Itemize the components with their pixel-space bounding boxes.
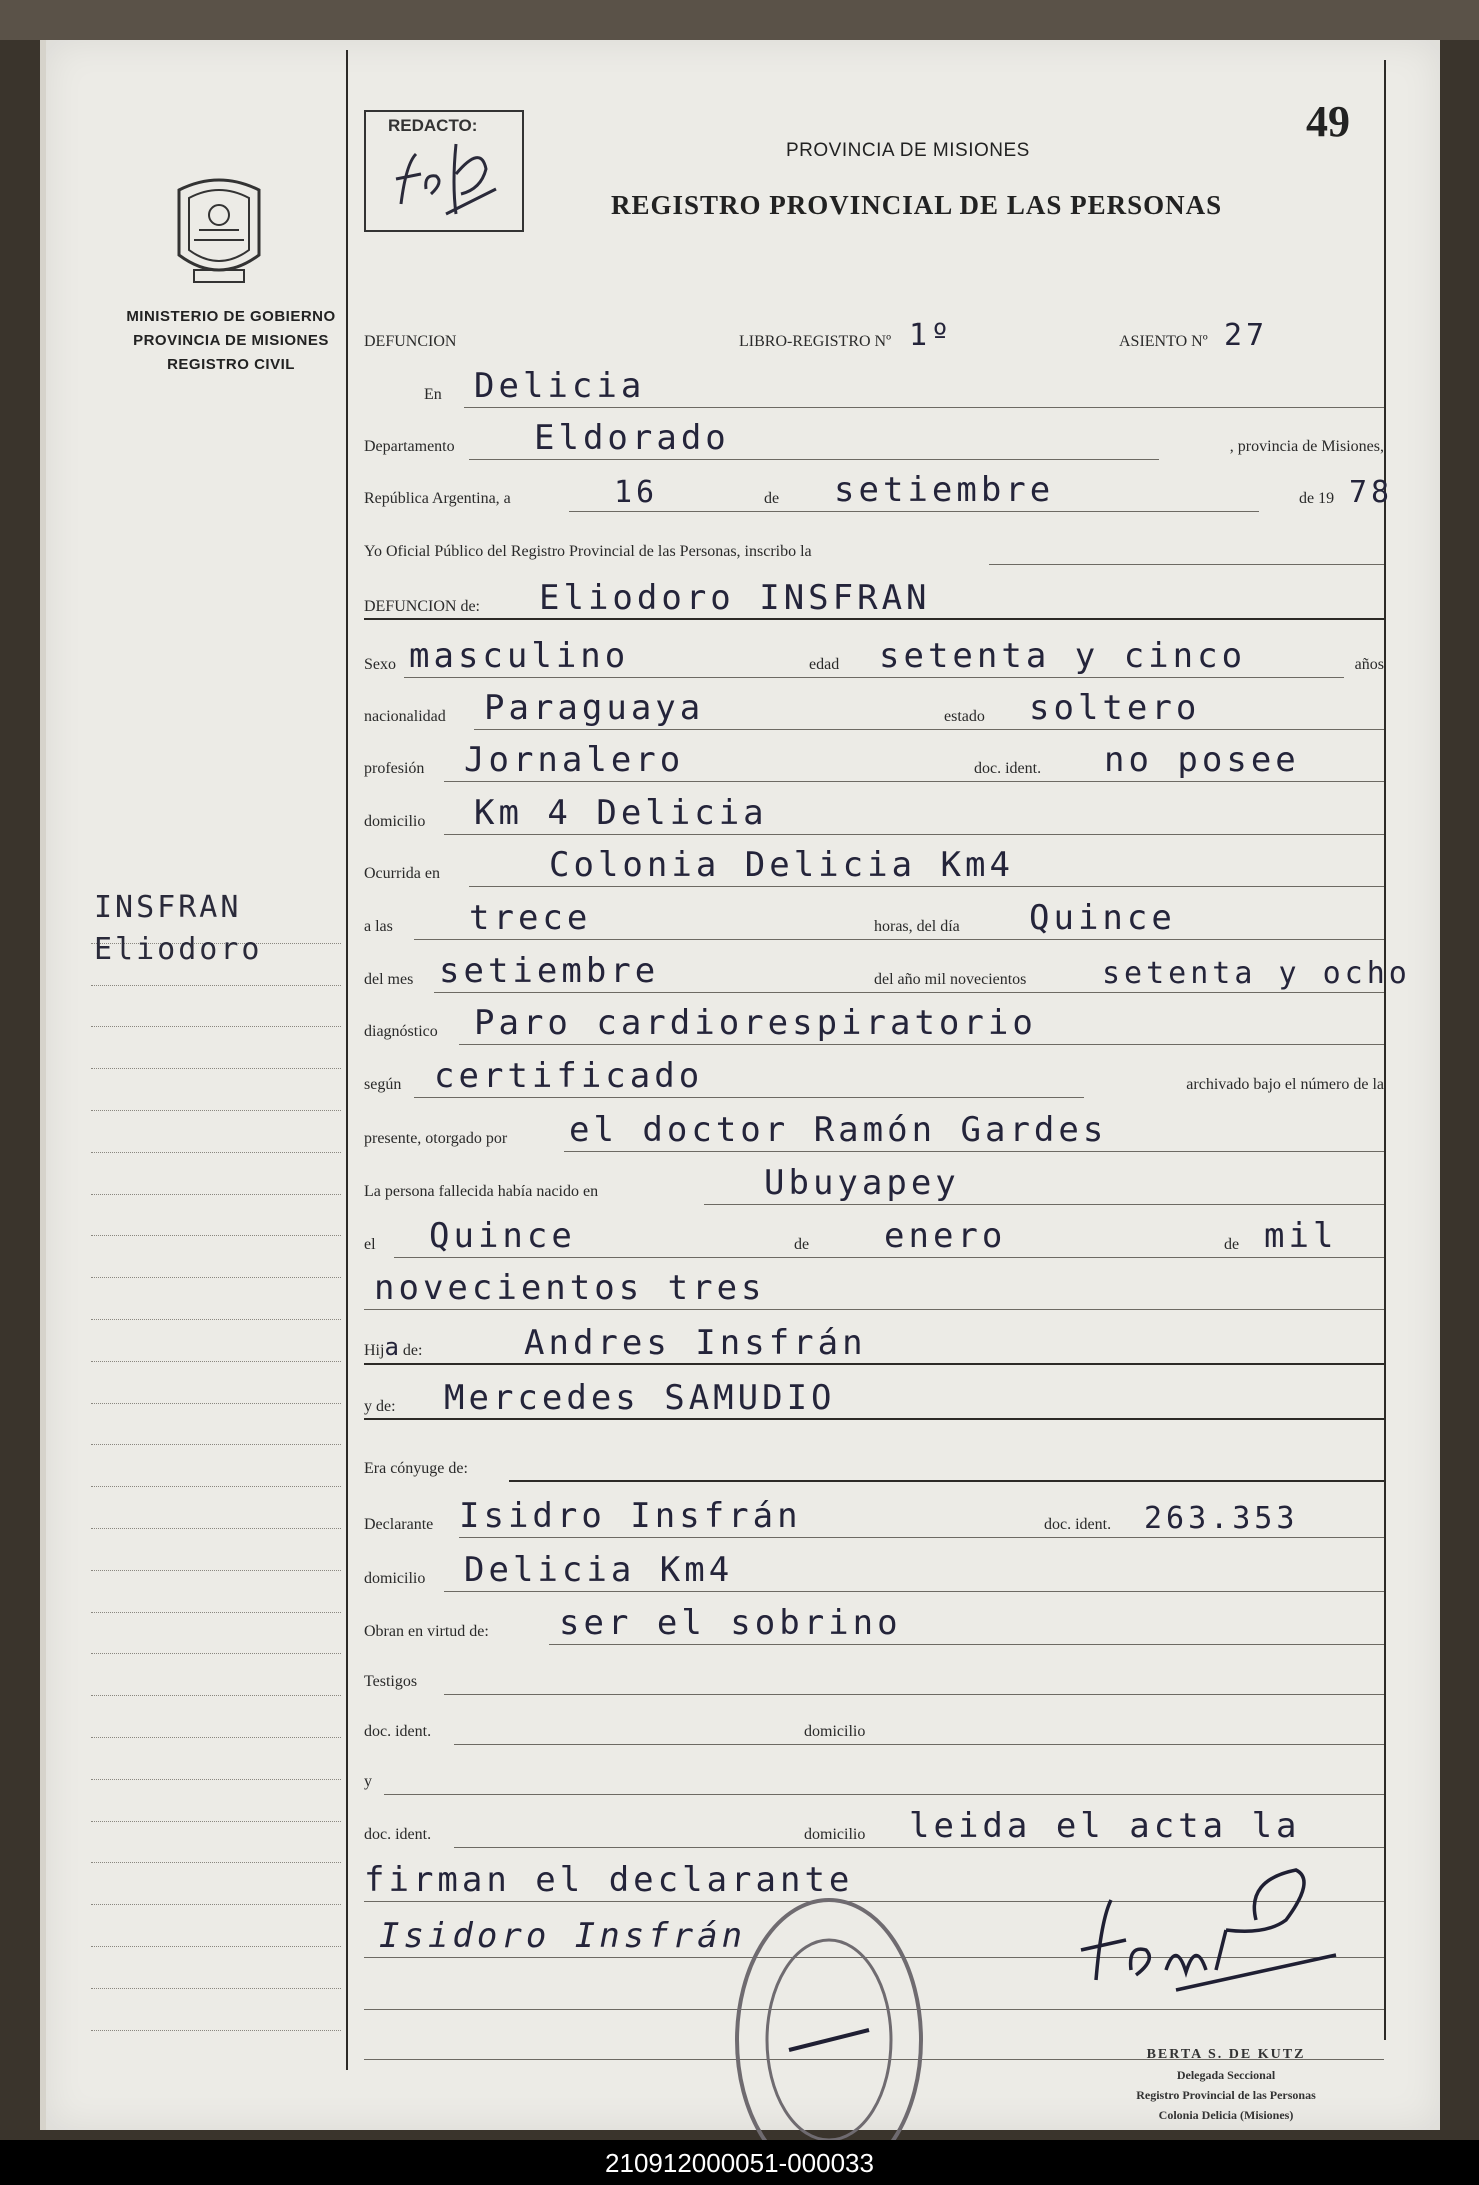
row-departamento (364, 410, 1384, 460)
en-label: En (424, 386, 442, 403)
register-page (40, 40, 1440, 2130)
row-nacionalidad (364, 680, 1384, 730)
row-nac-cont (364, 1260, 1384, 1310)
hija-label (364, 1333, 422, 1361)
row-nacido (364, 1155, 1384, 1205)
delanio-label: del año mil novecientos (874, 971, 1027, 988)
ministry-heading (86, 305, 376, 377)
delegate-registry: Registro Provincial de las Personas (1136, 2088, 1316, 2102)
book-cover-edge (0, 0, 1479, 40)
archivado-label: archivado bajo el número de la (1186, 1076, 1384, 1093)
decl-domicilio-value: Delicia Km4 (464, 1550, 734, 1590)
mes-value: setiembre (834, 470, 1055, 510)
row-libro (364, 305, 1384, 355)
provincia-suffix: , provincia de Misiones, (1229, 438, 1384, 455)
row-hija (364, 1315, 1384, 1365)
delegate-stamp (1066, 2045, 1386, 2125)
republica-label: República Argentina, a (364, 490, 511, 507)
declarant-signature: Isidoro Insfrán (379, 1916, 747, 1956)
page-number: 49 (1306, 97, 1350, 146)
de19-label: de 19 (1299, 490, 1335, 507)
domicilio-value: Km 4 Delicia (474, 793, 768, 833)
edad-label: edad (809, 656, 840, 673)
conyuge-label: Era cónyuge de: (364, 1460, 468, 1477)
margin-note-name: Eliodoro (94, 932, 263, 967)
left-rule (346, 50, 348, 2070)
row-t2-doc (364, 1798, 1384, 1848)
oficial-text: Yo Oficial Público del Registro Provincial de las Personas, inscribo la (364, 543, 812, 560)
nacido-label: La persona fallecida había nacido en (364, 1183, 599, 1200)
el-label: el (364, 1236, 376, 1253)
libro-value: 1º (909, 318, 954, 353)
ocurrida-label: Ocurrida en (364, 865, 440, 882)
departamento-value: Eldorado (534, 418, 730, 458)
hija-label-prefix: Hij (364, 1342, 385, 1359)
row-sexo (364, 628, 1384, 678)
profesion-label: profesión (364, 760, 425, 777)
declarante-label: Declarante (364, 1516, 434, 1533)
defuncion-de-label: DEFUNCION de: (364, 598, 480, 615)
de-label-3: de (1224, 1236, 1240, 1253)
nac-anio-value: mil (1264, 1216, 1338, 1256)
row-defuncion-de (364, 570, 1384, 620)
margin-column (46, 40, 346, 2130)
row-decl-domicilio (364, 1542, 1384, 1592)
ministry-line-3: REGISTRO CIVIL (167, 356, 295, 373)
row-oficial (364, 515, 1384, 565)
yde-value: Mercedes SAMUDIO (444, 1378, 836, 1418)
row-domicilio (364, 785, 1384, 835)
en-value: Delicia (474, 366, 646, 406)
departamento-label: Departamento (364, 438, 455, 455)
row-el (364, 1208, 1384, 1258)
presente-label: presente, otorgado por (364, 1130, 508, 1147)
redacto-signature-icon (386, 134, 506, 224)
leida-value: leida el acta la (909, 1806, 1301, 1846)
t2-dom-label: domicilio (804, 1826, 866, 1843)
form-title: DEFUNCION (364, 333, 457, 350)
row-en (364, 358, 1384, 408)
nacionalidad-label: nacionalidad (364, 708, 446, 725)
nac-anio-cont: novecientos tres (374, 1268, 766, 1308)
delmes-value: setiembre (439, 951, 660, 991)
testigos-label: Testigos (364, 1673, 418, 1690)
ministry-line-2: PROVINCIA DE MISIONES (133, 332, 329, 349)
y-label: y (364, 1773, 372, 1790)
row-y (364, 1745, 1384, 1795)
decl-doc-label: doc. ident. (1044, 1516, 1112, 1533)
row-t-doc (364, 1695, 1384, 1745)
domicilio-label: domicilio (364, 813, 426, 830)
segun-label: según (364, 1076, 402, 1093)
sexo-label: Sexo (364, 656, 396, 673)
registry-heading: REGISTRO PROVINCIAL DE LAS PERSONAS (611, 190, 1223, 220)
sexo-value: masculino (409, 636, 630, 676)
alas-label: a las (364, 918, 393, 935)
horas-label: horas, del día (874, 918, 960, 935)
anio-value: 78 (1349, 475, 1394, 510)
t2-doc-label: doc. ident. (364, 1826, 432, 1843)
ministry-line-1: MINISTERIO DE GOBIERNO (126, 308, 336, 325)
margin-ruled-lines (91, 902, 341, 2031)
t-doc-label: doc. ident. (364, 1723, 432, 1740)
doc-ident-label: doc. ident. (974, 760, 1042, 777)
margin-note-surname: INSFRAN (94, 890, 242, 925)
el-value: Quince (429, 1216, 576, 1256)
edad-value: setenta y cinco (879, 636, 1247, 676)
nacido-value: Ubuyapey (764, 1163, 960, 1203)
delegate-name: BERTA S. DE KUTZ (1146, 2047, 1306, 2062)
declarante-value: Isidro Insfrán (459, 1496, 802, 1536)
row-fecha (364, 462, 1394, 512)
estado-value: soltero (1029, 688, 1201, 728)
official-signature-icon (1056, 1860, 1356, 2020)
alas-value: trece (469, 898, 592, 938)
segun-value: certificado (434, 1056, 704, 1096)
row-conyuge (364, 1432, 1384, 1482)
province-heading: PROVINCIA DE MISIONES (786, 140, 1030, 161)
horas-value: Quince (1029, 898, 1176, 938)
row-profesion (364, 732, 1384, 782)
hija-value: Andres Insfrán (524, 1323, 867, 1363)
diagnostico-value: Paro cardiorespiratorio (474, 1003, 1037, 1043)
decl-doc-value: 263.353 (1144, 1501, 1299, 1536)
libro-label: LIBRO-REGISTRO Nº (739, 333, 892, 350)
row-presente (364, 1102, 1384, 1152)
diagnostico-label: diagnóstico (364, 1023, 438, 1040)
row-ocurrida (364, 837, 1384, 887)
delegate-title: Delegada Seccional (1176, 2068, 1276, 2082)
presente-value: el doctor Ramón Gardes (569, 1110, 1108, 1150)
asiento-label: ASIENTO Nº (1119, 333, 1208, 350)
hija-label-de: de: (402, 1342, 423, 1359)
row-segun (364, 1048, 1384, 1098)
provincial-seal-icon (164, 170, 274, 290)
document-id: 210912000051-000033 (605, 2148, 874, 2178)
dia-value: 16 (614, 475, 659, 510)
de-label: de (764, 490, 780, 507)
row-yde (364, 1370, 1384, 1420)
nac-mes-value: enero (884, 1216, 1007, 1256)
hija-suffix: a (384, 1333, 399, 1361)
nacionalidad-value: Paraguaya (484, 688, 705, 728)
row-diagnostico (364, 995, 1384, 1045)
row-testigos (364, 1645, 1384, 1695)
profesion-value: Jornalero (464, 740, 685, 780)
ocurrida-value: Colonia Delicia Km4 (549, 845, 1014, 885)
obran-label: Obran en virtud de: (364, 1623, 489, 1640)
de-label-2: de (794, 1236, 810, 1253)
estado-label: estado (944, 708, 985, 725)
row-declarante (364, 1488, 1384, 1538)
asiento-value: 27 (1224, 318, 1269, 353)
delegate-location: Colonia Delicia (Misiones) (1158, 2108, 1294, 2122)
defuncion-de-value: Eliodoro INSFRAN (539, 578, 931, 618)
decl-domicilio-label: domicilio (364, 1570, 426, 1587)
redacto-label: REDACTO: (388, 116, 478, 135)
firman-value: firman el declarante (364, 1860, 854, 1900)
anios-label: años (1354, 656, 1384, 673)
row-delmes (364, 943, 1411, 993)
obran-value: ser el sobrino (559, 1603, 902, 1643)
delanio-value: setenta y ocho (1102, 956, 1411, 991)
row-alas (364, 890, 1384, 940)
right-rule (1384, 60, 1386, 2040)
t-dom-label: domicilio (804, 1723, 866, 1740)
delmes-label: del mes (364, 971, 414, 988)
yde-label: y de: (364, 1398, 396, 1415)
row-obran (364, 1595, 1384, 1645)
doc-ident-value: no posee (1104, 740, 1300, 780)
redacto-box (364, 110, 524, 232)
